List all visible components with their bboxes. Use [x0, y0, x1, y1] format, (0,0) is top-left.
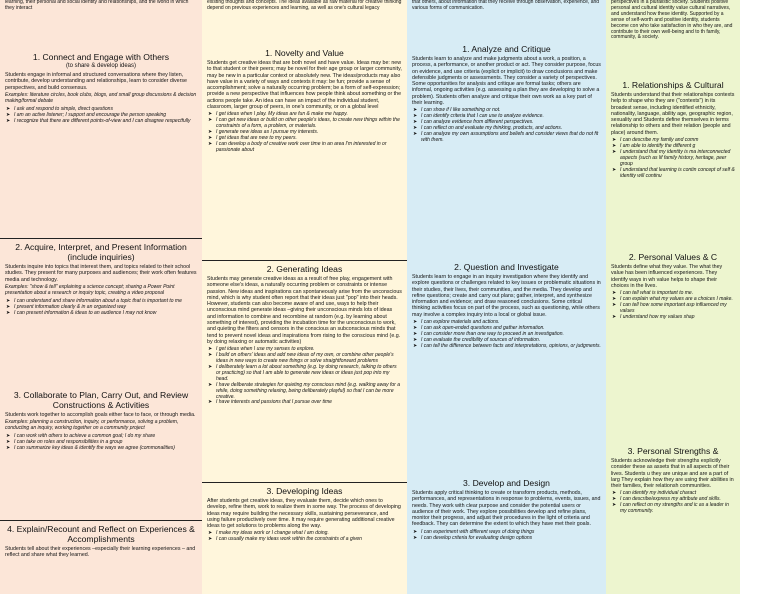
col4-intro-text: perspectives in a pluralistic society. Students positive personal and cultural identity value cultural narratives, and understand how these identity. Supported by a sense of self-worth and positive identity, students become con who take satisfaction in who they are, and contribute to their own well-being and to th family, community, & society.: [611, 0, 733, 41]
col4-s3-title: 3. Personal Strengths &: [627, 446, 719, 456]
col3-section-1: [407, 44, 606, 256]
col1-s4-body: Students tell about their experiences –especially their learning experiences – and reflect and share what they learned.: [5, 546, 196, 559]
list-item: ➤ I can show if I like something or not.: [421, 108, 601, 114]
list-item: ➤ I can evaluate the credibility of sources of information.: [421, 338, 601, 344]
col4-s2-body: Students define what they value. The what they value has been influenced experiences. They identify ways in wh value helps to shape their choices in the lives.: [611, 264, 723, 289]
list-item: ➤ I make my ideas work or I change what I am doing.: [216, 531, 402, 537]
col1-s3-body: Students work together to accomplish goals either face to face, or through media.: [5, 412, 196, 418]
col3-s1-list: [412, 108, 601, 143]
list-item: ➤ I can work with others to achieve a common goal; I do my share: [14, 434, 197, 440]
list-item: ➤ I can consider more than one way to proceed in an investigation.: [421, 332, 601, 338]
col1-s3-title: 3. Collaborate to Plan, Carry Out, and Review Constructions & Activities: [13, 390, 189, 410]
col1-s1-ex: Examples: literature circles, book clubs, blogs, and small group discussions & decision making/formal debate: [5, 91, 197, 104]
list-item: ➤ I can develop a body of creative work over time in an area I'm interested in or passionate about: [216, 142, 402, 154]
col4-s1-list: [611, 138, 735, 179]
col2-s1-list: [207, 112, 402, 153]
list-item: ➤ I am an active listener; I support and encourage the person speaking: [14, 113, 197, 119]
critical-thinking-column: [407, 0, 606, 594]
col3-section-3: [407, 478, 606, 594]
list-item: ➤ I can identify my individual charact: [620, 491, 735, 497]
col3-s2-title: 2. Question and Investigate: [454, 262, 559, 272]
col4-section-3: [606, 446, 740, 594]
list-item: ➤ I present information clearly & in an organized way: [14, 305, 197, 311]
list-item: ➤ I can describe/express my attribute and skills.: [620, 497, 735, 503]
col3-s3-body: Students apply critical thinking to create or transform products, methods, performances, and representations in response to problems, events, issues, and needs. They work with clear purpose and consider the potential users or audience of their work. They explore possibilities develop and refine plans, monitor their progress, and adjust their procedures in the light of criteria and feedback. They can determine the extent to which they have met their goals.: [412, 490, 601, 528]
list-item: ➤ I can analyze evidence from different perspectives.: [421, 120, 601, 126]
col3-s3-title: 3. Develop and Design: [463, 478, 550, 488]
list-item: ➤ I get ideas when I play. My ideas are fun & make me happy.: [216, 112, 402, 118]
col2-section-3: [202, 482, 407, 594]
list-item: ➤ I can explain what my values are a choices I make.: [620, 297, 735, 303]
col3-s1-title: 1. Analyze and Critique: [462, 44, 551, 54]
list-item: ➤ I can analyze my own assumptions and beliefs and consider views that do not fit with them.: [421, 132, 601, 144]
col4-section-1: [606, 80, 740, 250]
col1-s2-list: [5, 299, 197, 317]
col4-s1-body: Students understand that their relationships contexts help to shape who they are ("contexts") in its broadest sense, including identified ethnicity, nationality, language, ability age, geographic region, sexuality and Students define themselves in terms relationship to others and their relation (people and place) around them.: [611, 92, 735, 136]
col2-intro: [202, 0, 407, 14]
list-item: ➤ I can tell how some important asp influenced my values: [620, 303, 735, 315]
col1-s4-title: 4. Explain/Recount and Reflect on Experiences & Accomplishments: [7, 524, 195, 544]
list-item: ➤ I have deliberate strategies for quieting my conscious mind (e.g. walking away for a while, doing something relaxing, being deliberately playful) so that I can be more creative.: [216, 383, 402, 401]
col1-s1-body: Students engage in informal and structured conversations where they listen, contribute, develop understanding and relationships, learn to consider diverse perspectives, and build consensus.: [5, 72, 187, 91]
list-item: ➤ I can usually make my ideas work within the constraints of a given: [216, 537, 402, 543]
col1-s1-sub: (to share & develop ideas): [65, 63, 137, 69]
list-item: ➤ I deliberately learn a lot about something (e.g. by doing research, talking to others or practicing) so that I am able to generate new ideas or ideas just pop into my head.: [216, 365, 402, 383]
list-item: ➤ I get ideas that are new to my peers.: [216, 136, 402, 142]
list-item: ➤ I can describe my family and comm: [620, 138, 735, 144]
col1-section-4: [0, 520, 202, 594]
col1-s2-ex: Examples: "show & tell" explaining a science concept; sharing a Power Point presentation about a research or inquiry topic, creating a video proposal: [5, 283, 175, 296]
col4-s2-list: [611, 291, 735, 321]
col4-s3-body: Students acknowledge their strengths explicitly consider these as assets that in all aspects of their lives. Students u they are unique and are a part of larg They explain how they are using their abilities in their families, their relationsh communities.: [611, 458, 734, 490]
col2-s2-title: 2. Generating Ideas: [266, 264, 343, 274]
creative-thinking-column: [202, 0, 407, 594]
col2-s2-list: [207, 347, 402, 406]
col1-intro: [0, 0, 202, 14]
col4-intro: [606, 0, 740, 43]
list-item: ➤ I generate new ideas as I pursue my interests.: [216, 130, 402, 136]
col2-s3-body: After students get creative ideas, they evaluate them, decide which ones to develop, refine them, work to realize them in some way. The process of developing ideas may require building the necessary skills, sustaining perseverance, and using failure productively over time. It may require generating additional creative ideas to get solutions to problems along the way.: [207, 498, 401, 530]
col2-s1-title: 1. Novelty and Value: [265, 48, 344, 58]
col4-s1-title: 1. Relationships & Cultural: [622, 80, 724, 90]
col3-s1-body: Students learn to analyze and make judgments about a work, a position, a process, a performance, or another product or act. They consider purpose, focus on evidence, and use criteria (explicit or implicit) to draw conclusions and make defensible judgments or assessments. They consider a variety of perspectives. Some opportunities for analysis and critique are formal tasks; others are informal, ongoing activities (e.g. assessing a plan they are developing to solve a problem). Students often analyze and critique their own work as a key part of their learning.: [412, 56, 601, 107]
col1-s2-body: Students inquire into topics that interest them, and topics related to their school studies. They present for many purposes and audiences; their work often features media and technology.: [5, 264, 197, 283]
col1-section-3: [0, 390, 202, 520]
col4-s3-list: [611, 491, 735, 515]
col4-section-2: [606, 252, 740, 442]
col1-s2-title: 2. Acquire, Interpret, and Present Information (include inquiries): [15, 242, 187, 262]
col1-s3-ex: Examples: planning a construction, inquiry, or performance, solving a problem, conducting an inquiry, working together on a community project: [5, 419, 179, 432]
list-item: ➤ I have interests and passions that I pursue over time: [216, 400, 402, 406]
list-item: ➤ I can tell the difference between facts and interpretations, opinions, or judgments.: [421, 344, 601, 350]
list-item: ➤ I can take on roles and responsibilities in a group: [14, 440, 197, 446]
col2-section-2: [202, 260, 407, 482]
list-item: ➤ I understand that learning is contin concept of self & identity will continu: [620, 168, 735, 180]
col1-s1-title: 1. Connect and Engage with Others: [32, 52, 170, 62]
list-item: ➤ I can present information & ideas to an audience I may not know: [14, 311, 197, 317]
col3-section-2: [407, 262, 606, 486]
list-item: ➤ I can understand and share information about a topic that is important to me: [14, 299, 197, 305]
col1-intro-text: learning, their personal and social identity and relationships, and the world in which they interact: [5, 0, 189, 11]
col3-s2-body: Students learn to engage in an inquiry investigation where they identify and explore questions or challenges related to key issues or problematic situations in their studies, their lives, their communities, and the media. They develop and refine questions; create and carry out plans; gather, interpret, and synthesize information and evidence; and draw reasoned conclusions. Some critical thinking activities focus on part of the process, such as questioning, while others may involve a complex inquiry into a local or global issue.: [412, 274, 601, 318]
identity-column: [606, 0, 740, 594]
col3-intro: [407, 0, 606, 14]
list-item: ➤ I understand how my values shap: [620, 315, 735, 321]
list-item: ➤ I can experiment with different ways of doing things: [421, 530, 601, 536]
col1-s1-list: [5, 107, 197, 125]
list-item: ➤ I get ideas when I use my senses to explore.: [216, 347, 402, 353]
col3-s3-list: [412, 530, 601, 542]
col2-s2-body: Students may generate creative ideas as a result of free play, engagement with someone else's ideas, a naturally occurring problem or constraints or intense passion. New ideas and inspirations can spontaneously arise from the unconscious mind, which is why student often report that their ideas just "pop" into their heads. However, students can also become aware of and use, ways to help their unconscious mind generate ideas –giving their unconscious minds lots of ideas and information to combine and recombine at random (e.g. by learning about something of interest), providing the incubation time for the unconscious to work, and quieting the filters and censors in the conscious an subconscious minds that tend to prevent novel ideas and inspirations from rising to the conscious mind (e.g. by doing relaxing or automatic activities): [207, 276, 402, 345]
col2-s3-title: 3. Developing Ideas: [266, 486, 343, 496]
list-item: ➤ I build on others' ideas and add new ideas of my own, or combine other people's ideas in new ways to create new things or solve straightforward problems: [216, 353, 402, 365]
col2-s3-list: [207, 531, 402, 543]
list-item: ➤ I can reflect on and evaluate my thinking, products, and actions.: [421, 126, 601, 132]
list-item: ➤ I can reflect on my strengths and ic as a leader in my community.: [620, 503, 735, 515]
list-item: ➤ I can summarize key ideas & identify the ways we agree (commonalities): [14, 446, 197, 452]
list-item: ➤ I can tell what is important to me.: [620, 291, 735, 297]
list-item: ➤ I can get new ideas or build on other people's ideas, to create new things within the constraints of a form, a problem, or materials.: [216, 118, 402, 130]
list-item: ➤ I recognize that there are different points-of-view and I can disagree respectfully: [14, 119, 197, 125]
col1-section-1: [0, 52, 202, 247]
list-item: ➤ I can ask open-ended questions and gather information.: [421, 326, 601, 332]
list-item: ➤ I am able to identify the different g: [620, 144, 735, 150]
col3-intro-text: that others, about information that they receive through observation, experience, and various forms of communication.: [412, 0, 600, 11]
col3-s2-list: [412, 320, 601, 350]
list-item: ➤ I can develop criteria for evaluating design options: [421, 536, 601, 542]
list-item: ➤ I ask and respond to simple, direct questions: [14, 107, 197, 113]
col2-s1-body: Students get creative ideas that are both novel and have value. Ideas may be: new to that student or their peers; may be novel for their age group or larger community, may be new in a particular context or absolutely new. The ideas/products may also have value in a variety of ways and contexts it may: be fun; provide a sense of accomplishment; solve a naturally occurring problem; be a form of self-expression; provide a new perspective that influences how people think about something or the actions people take. An idea can have an impact of the individual student, classroom, larger group of peers, in one's community, or on a global level: [207, 60, 402, 111]
list-item: ➤ I can explore materials and actions.: [421, 320, 601, 326]
col4-s2-title: 2. Personal Values & C: [628, 252, 718, 262]
col1-s3-list: [5, 434, 197, 452]
list-item: ➤ I can identify criteria that I can use to analyze evidence.: [421, 114, 601, 120]
col2-section-1: [202, 48, 407, 260]
col2-intro-text: existing thoughts and concepts. The ideas available as raw material for creative thinking depend on previous experiences and learning, as well as one's cultural legacy: [207, 0, 402, 11]
col1-section-2: [0, 238, 202, 398]
list-item: ➤ I understand that my identity is ma interconnected aspects (such as lif family history, heritage, peer group: [620, 150, 735, 168]
communication-column: [0, 0, 202, 594]
